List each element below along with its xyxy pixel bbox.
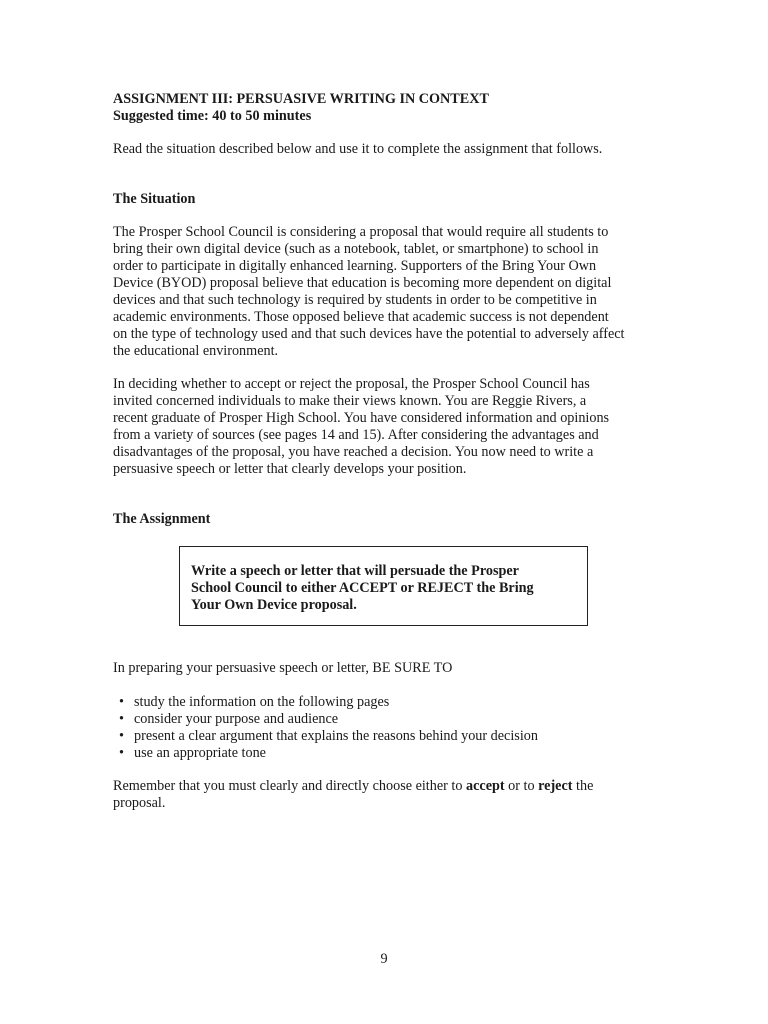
paragraph-line: persuasive speech or letter that clearly develops your position. [113,461,467,477]
intro-text [113,141,658,158]
situation-heading: The Situation [113,191,196,207]
paragraph-line: invited concerned individuals to make their views known. You are Reggie Rivers, a [113,393,587,409]
paragraph-line: In deciding whether to accept or reject the proposal, the Prosper School Council has [113,376,590,392]
prep-lead-block [113,660,658,677]
prep-lead: In preparing your persuasive speech or letter, BE SURE TO [113,660,453,676]
paragraph-line: disadvantages of the proposal, you have reached a decision. You now need to write a [113,444,594,460]
checklist-item: • present a clear argument that explains the reasons behind your decision [113,728,658,745]
assignment-box [179,546,588,626]
intro-line: Read the situation described below and use it to complete the assignment that follows. [113,141,603,157]
suggested-time: Suggested time: 40 to 50 minutes [113,108,312,124]
paragraph-line: The Prosper School Council is considering a proposal that would require all students to [113,224,609,240]
paragraph-line: from a variety of sources (see pages 14 and 15). After considering the advantages and [113,427,599,443]
prep-checklist-block [113,694,658,762]
situation-paragraph-2 [113,376,658,478]
checklist-item: • use an appropriate tone [113,745,658,762]
checklist-item: • consider your purpose and audience [113,711,658,728]
page-number: 9 [380,951,388,967]
accept-word: accept [466,778,505,794]
instruction-line: Write a speech or letter that will persuade the Prosper [191,563,519,579]
paragraph-line: on the type of technology used and that such devices have the potential to adversely affect [113,326,625,342]
reject-word: reject [538,778,573,794]
paragraph-line: order to participate in digitally enhanced learning. Supporters of the Bring Your Own [113,258,597,274]
assignment-title: ASSIGNMENT III: PERSUASIVE WRITING IN CONTEXT [113,91,489,107]
situation-heading-block [113,191,658,208]
assignment-header [113,91,658,125]
reminder-text: or to [504,778,539,794]
paragraph-line: the educational environment. [113,343,279,359]
instruction-line: School Council to either ACCEPT or REJECT the Bring [191,580,534,596]
assignment-instruction [191,563,576,614]
paragraph-line: devices and that such technology is required by students in order to be competitive in [113,292,597,308]
paragraph-line: academic environments. Those opposed believe that academic success is not dependent [113,309,609,325]
reminder-line-1 [113,778,658,795]
reminder-line-2: proposal. [113,795,166,811]
assignment-heading-block [113,511,658,528]
paragraph-line: Device (BYOD) proposal believe that education is becoming more dependent on digital [113,275,612,291]
paragraph-line: recent graduate of Prosper High School. You have considered information and opinions [113,410,610,426]
situation-paragraph-1 [113,224,658,360]
reminder-text: Remember that you must clearly and directly choose either to [113,778,466,794]
checklist-item: • study the information on the following pages [113,694,658,711]
prep-checklist [113,694,658,762]
paragraph-line: bring their own digital device (such as a notebook, tablet, or smartphone) to school in [113,241,599,257]
reminder-block [113,778,658,812]
reminder-text: the [572,778,594,794]
instruction-line: Your Own Device proposal. [191,597,357,613]
assignment-heading: The Assignment [113,511,211,527]
